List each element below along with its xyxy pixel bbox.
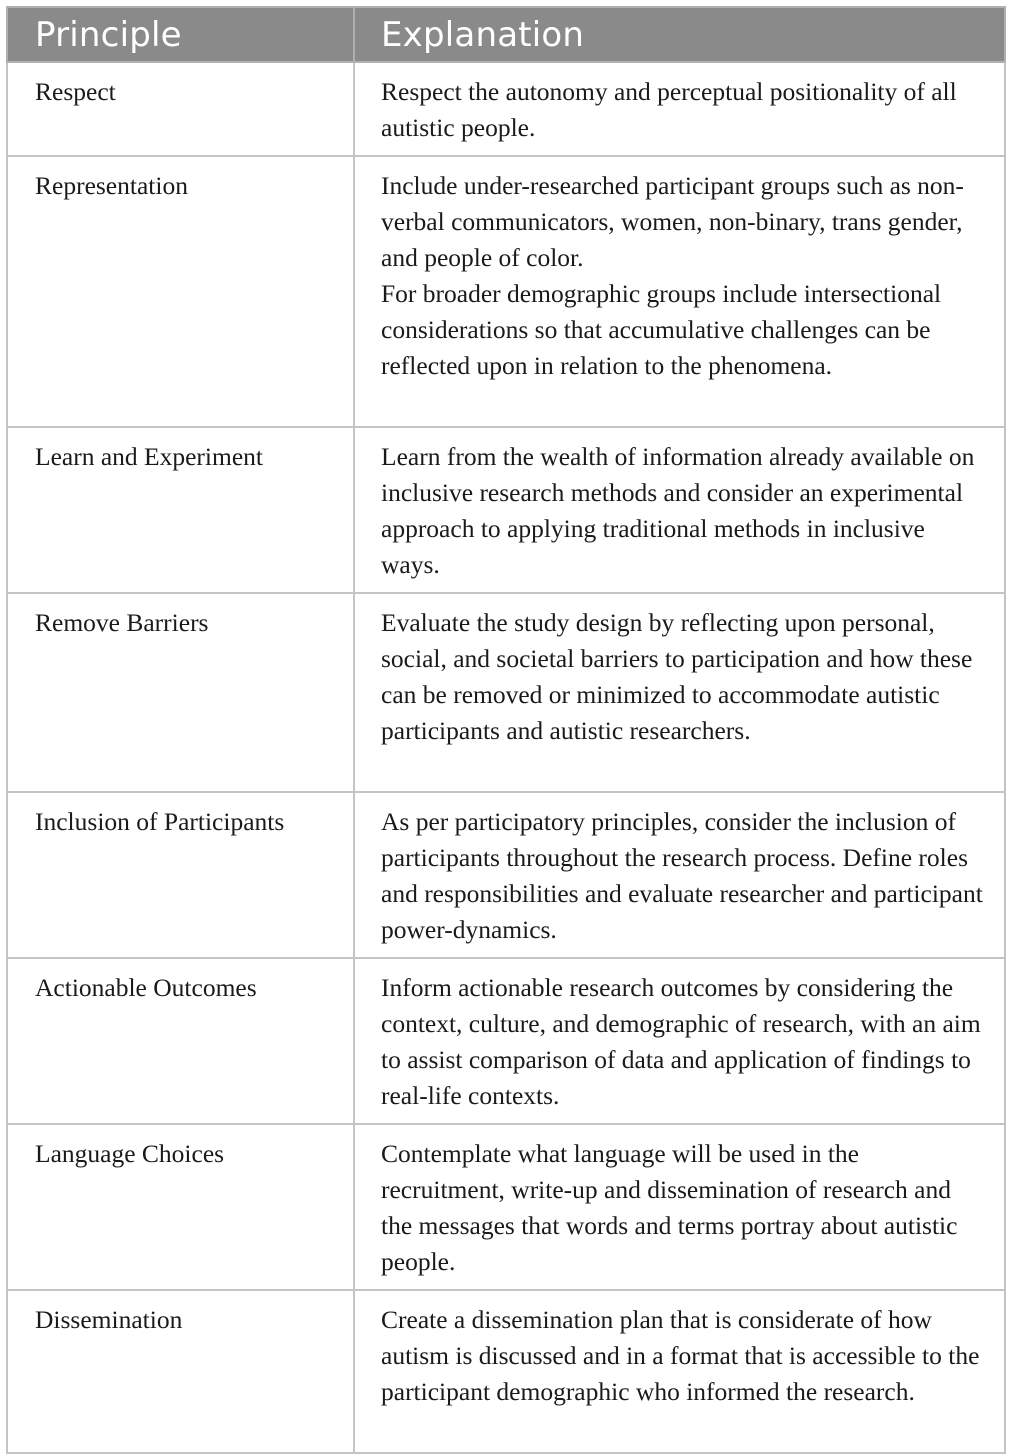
header-row bbox=[7, 7, 1005, 62]
principle-cell: Representation bbox=[7, 156, 354, 427]
principle-cell: Dissemination bbox=[7, 1290, 354, 1453]
table-row bbox=[7, 427, 1005, 593]
explanation-cell bbox=[354, 62, 1005, 156]
explanation-text: For broader demographic groups include intersectional considerations so that accumulative challenges can be reflected upon in relation to the phenomena. bbox=[381, 279, 942, 380]
table-body bbox=[7, 62, 1005, 1453]
principle-cell: Actionable Outcomes bbox=[7, 958, 354, 1124]
table-row bbox=[7, 958, 1005, 1124]
table-row bbox=[7, 1290, 1005, 1453]
table-row bbox=[7, 156, 1005, 427]
explanation-cell bbox=[354, 156, 1005, 427]
explanation-cell bbox=[354, 427, 1005, 593]
explanation-text: Respect the autonomy and perceptual positionality of all autistic people. bbox=[381, 77, 957, 142]
principle-cell: Learn and Experiment bbox=[7, 427, 354, 593]
principle-cell: Respect bbox=[7, 62, 354, 156]
table-row bbox=[7, 62, 1005, 156]
principle-cell: Language Choices bbox=[7, 1124, 354, 1290]
explanation-cell bbox=[354, 593, 1005, 792]
explanation-cell bbox=[354, 958, 1005, 1124]
explanation-text: Create a dissemination plan that is considerate of how autism is discussed and in a format that is accessible to the participant demographic who informed the research. bbox=[381, 1305, 980, 1406]
explanation-text: Evaluate the study design by reflecting upon personal, social, and societal barriers to participation and how these can be removed or minimized to accommodate autistic participants and autistic researchers. bbox=[381, 608, 973, 745]
explanation-text: Contemplate what language will be used in the recruitment, write-up and dissemination of research and the messages that words and terms portray about autistic people. bbox=[381, 1139, 958, 1276]
table-row bbox=[7, 1124, 1005, 1290]
table-header bbox=[7, 7, 1005, 62]
explanation-text: As per participatory principles, consider the inclusion of participants throughout the research process. Define roles and responsibilities and evaluate researcher and participant power-dynamics. bbox=[381, 807, 983, 944]
column-header-explanation: Explanation bbox=[354, 7, 1005, 62]
explanation-cell bbox=[354, 1124, 1005, 1290]
explanation-cell bbox=[354, 1290, 1005, 1453]
column-header-principle: Principle bbox=[7, 7, 354, 62]
principle-cell: Inclusion of Participants bbox=[7, 792, 354, 958]
principles-table bbox=[6, 6, 1006, 1454]
principles-table-container bbox=[6, 6, 1004, 1454]
principle-cell: Remove Barriers bbox=[7, 593, 354, 792]
table-row bbox=[7, 593, 1005, 792]
explanation-text: Inform actionable research outcomes by considering the context, culture, and demographic of research, with an aim to assist comparison of data and application of findings to real-life contexts. bbox=[381, 973, 981, 1110]
explanation-text: Include under-researched participant groups such as non-verbal communicators, women, non-binary, trans gender, and people of color. bbox=[381, 171, 964, 272]
explanation-text: Learn from the wealth of information already available on inclusive research methods and consider an experimental approach to applying traditional methods in inclusive ways. bbox=[381, 442, 975, 579]
explanation-cell bbox=[354, 792, 1005, 958]
table-row bbox=[7, 792, 1005, 958]
